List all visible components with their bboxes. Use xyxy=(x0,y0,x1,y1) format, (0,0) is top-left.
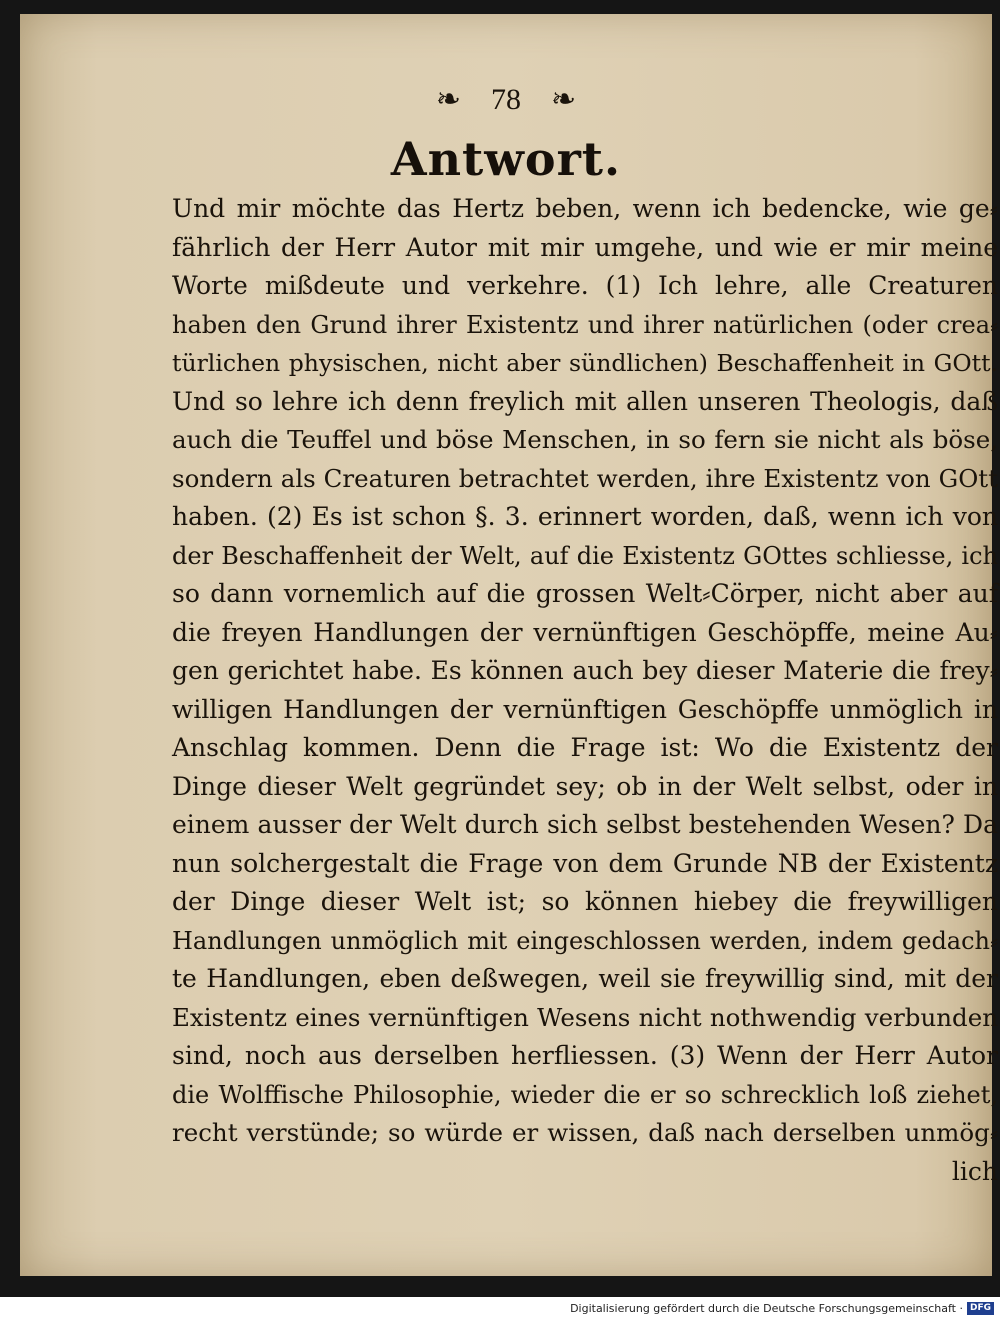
text-line: die Wolffische Philosophie, wieder die er so schrecklich loß ziehet, xyxy=(172,1080,998,1109)
page-number: 78 xyxy=(491,83,521,116)
text-line: so dann vornemlich auf die grossen Welt⸗Cörper, nicht aber auf xyxy=(172,579,998,608)
text-line: Handlungen unmöglich mit eingeschlossen werden, indem gedach⸗ xyxy=(172,926,998,955)
catchword: lich xyxy=(951,1156,998,1186)
text-line: willigen Handlungen der vernünftigen Geschöpffe unmöglich in xyxy=(172,694,998,724)
text-line: sind, noch aus derselben herfliessen. (3) Wenn der Herr Autor xyxy=(172,1041,998,1070)
text-line: nun solchergestalt die Frage von dem Grunde NB der Existentz xyxy=(172,848,998,878)
text-line: Und so lehre ich denn freylich mit allen unseren Theologis, daß xyxy=(172,386,998,416)
text-line: die freyen Handlungen der vernünftigen Geschöpffe, meine Au⸗ xyxy=(172,617,998,647)
footer-credit: Digitalisierung gefördert durch die Deutsche Forschungsgemeinschaft · xyxy=(570,1302,963,1315)
text-line: der Beschaffenheit der Welt, auf die Existentz GOttes schliesse, ich xyxy=(172,541,998,570)
text-line: Existentz eines vernünftigen Wesens nicht nothwendig verbunden xyxy=(172,1002,998,1032)
text-line: Dinge dieser Welt gegründet sey; ob in der Welt selbst, oder in xyxy=(172,771,998,801)
text-line: sondern als Creaturen betrachtet werden, ihre Existentz von GOtt xyxy=(172,463,998,493)
text-line: der Dinge dieser Welt ist; so können hiebey die freywilligen xyxy=(172,887,998,916)
text-line: auch die Teuffel und böse Menschen, in so fern sie nicht als böse, xyxy=(172,425,998,454)
text-line: türlichen physischen, nicht aber sündlichen) Beschaffenheit in GOtt. xyxy=(172,349,998,377)
digitization-footer xyxy=(0,1300,994,1317)
page-header xyxy=(20,78,992,122)
text-line: einem ausser der Welt durch sich selbst bestehenden Wesen? Da xyxy=(172,810,998,839)
ornament-left-icon: ❧ xyxy=(435,82,461,117)
text-line: haben den Grund ihrer Existentz und ihrer natürlichen (oder crea⸗ xyxy=(172,310,998,339)
text-line: gen gerichtet habe. Es können auch bey dieser Materie die frey⸗ xyxy=(172,656,998,685)
ornament-right-icon: ❧ xyxy=(551,82,577,117)
dfg-logo: DFG xyxy=(967,1302,994,1315)
book-page xyxy=(20,14,998,1276)
text-line: recht verstünde; so würde er wissen, daß nach derselben unmög⸗ xyxy=(172,1118,998,1147)
text-line: te Handlungen, eben deßwegen, weil sie freywillig sind, mit der xyxy=(172,964,998,993)
text-line: haben. (2) Es ist schon §. 3. erinnert worden, daß, wenn ich von xyxy=(172,502,998,531)
text-line: Worte mißdeute und verkehre. (1) Ich lehre, alle Creaturen xyxy=(172,271,998,300)
text-line: Und mir möchte das Hertz beben, wenn ich bedencke, wie ge⸗ xyxy=(172,194,998,223)
text-line: fährlich der Herr Autor mit mir umgehe, und wie er mir meine xyxy=(172,232,998,262)
section-title: Antwort. xyxy=(390,132,622,186)
body-text xyxy=(172,190,998,1191)
text-line: Anschlag kommen. Denn die Frage ist: Wo die Existentz der xyxy=(172,733,998,762)
